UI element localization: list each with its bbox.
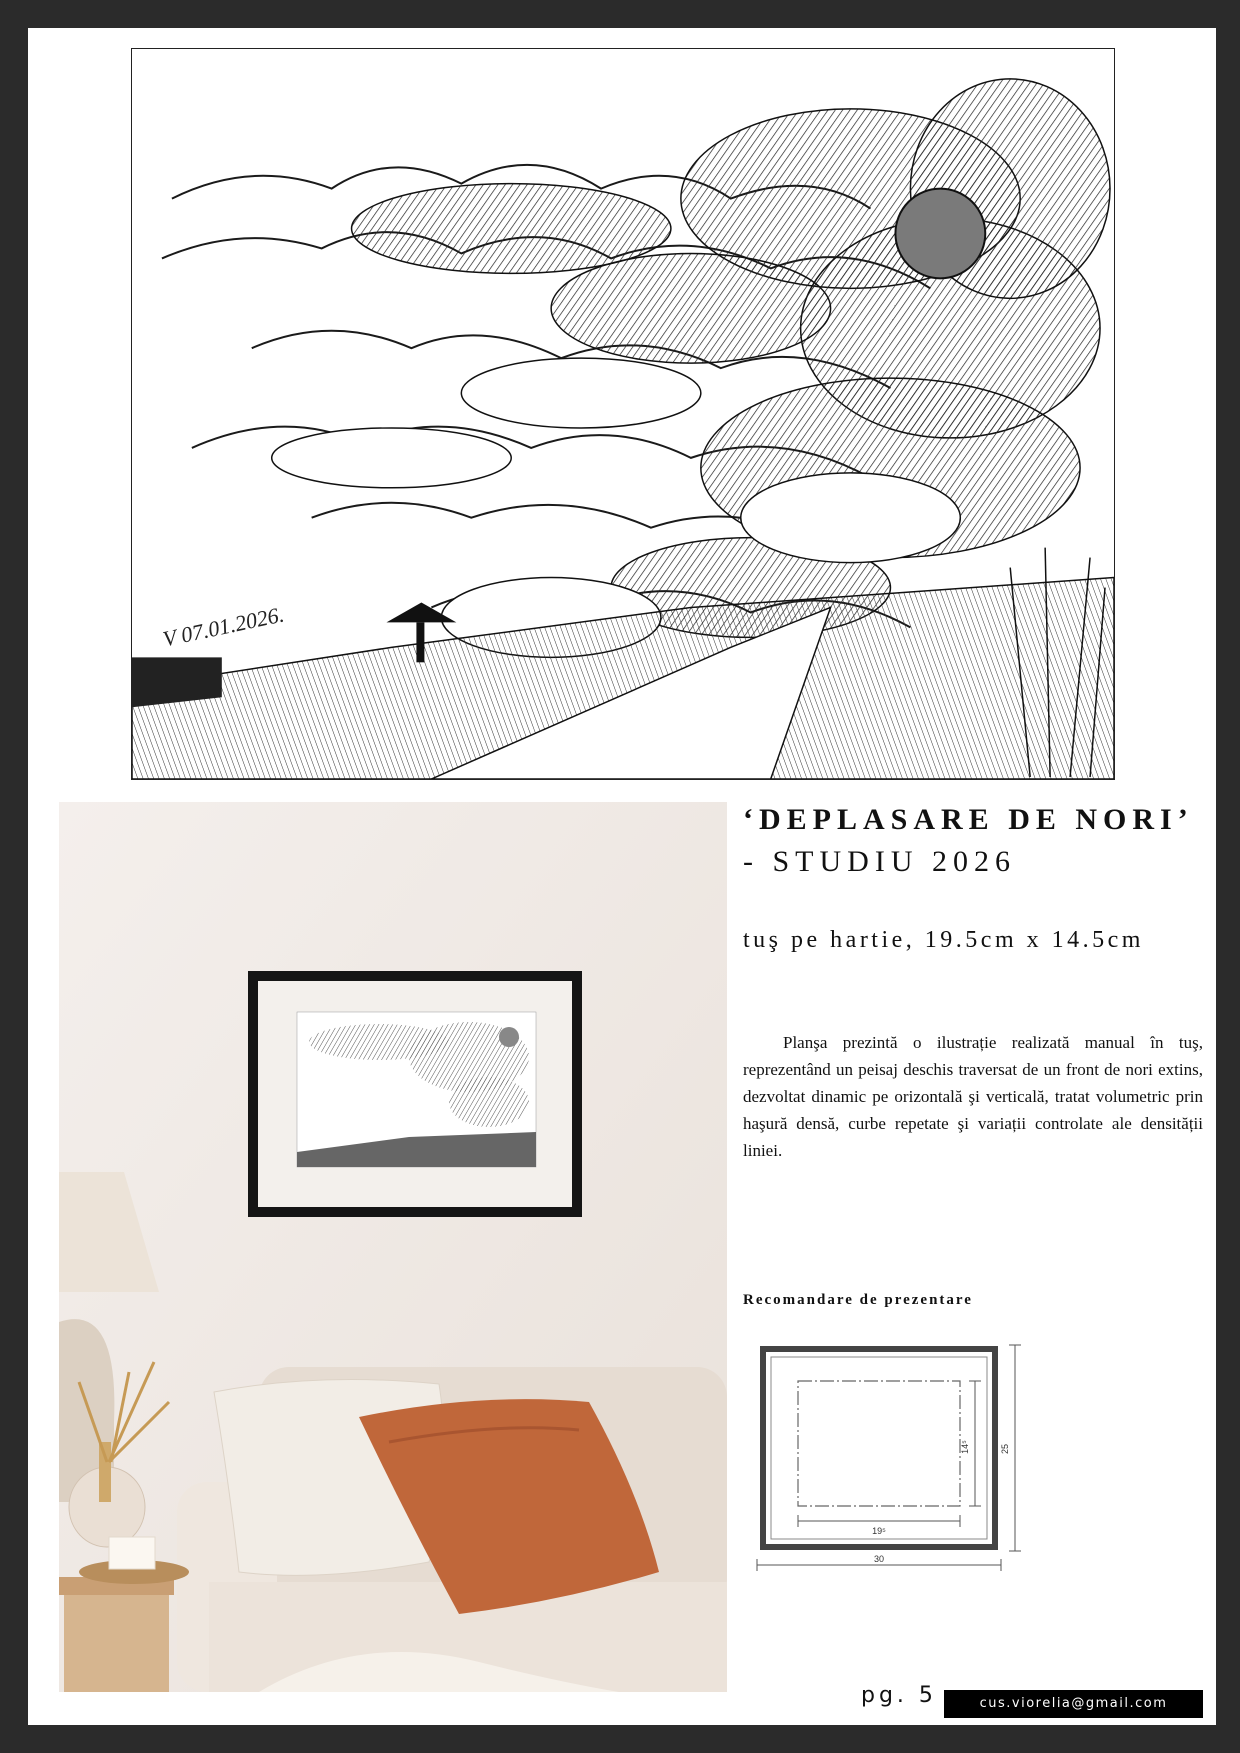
artwork-subtitle: - STUDIU 2026 — [743, 845, 1016, 878]
outer-width-label: 30 — [873, 1554, 885, 1564]
drawing-illustration — [132, 49, 1114, 779]
framed-artwork-on-wall — [248, 971, 582, 1217]
artwork-medium-dimensions: tuş pe hartie, 19.5cm x 14.5cm — [743, 927, 1144, 953]
frame-diagram-drawing — [753, 1339, 1053, 1604]
page-number: pg. 5 — [861, 1683, 937, 1708]
presentation-recommendation-heading: Recomandare de prezentare — [743, 1292, 973, 1308]
frame-dimension-diagram — [753, 1339, 1053, 1604]
inner-width-label: 19⁵ — [872, 1526, 886, 1536]
artwork-description: Planşa prezintă o ilustrație realizată manual în tuş, reprezentând un peisaj deschis traversat de un front de nori extins, dezvoltat dinamic pe orizontală şi verticală, tratat volumetric prin haşură densă, curbe repetate şi variații controlate ale densității liniei. — [743, 1033, 1203, 1160]
outer-height-label: 25 — [1000, 1443, 1010, 1455]
document-page — [28, 28, 1216, 1725]
contact-email[interactable]: cus.viorelia@gmail.com — [944, 1690, 1203, 1718]
artwork-title: ‘DEPLASARE DE NORI’ — [743, 803, 1194, 836]
cloud-ink-drawing — [131, 48, 1115, 780]
inner-height-label: 14⁵ — [960, 1440, 970, 1454]
interior-mockup-photo — [59, 802, 727, 1692]
artist-signature: V 07.01.2026. — [160, 601, 287, 652]
room-scene — [59, 802, 727, 1692]
